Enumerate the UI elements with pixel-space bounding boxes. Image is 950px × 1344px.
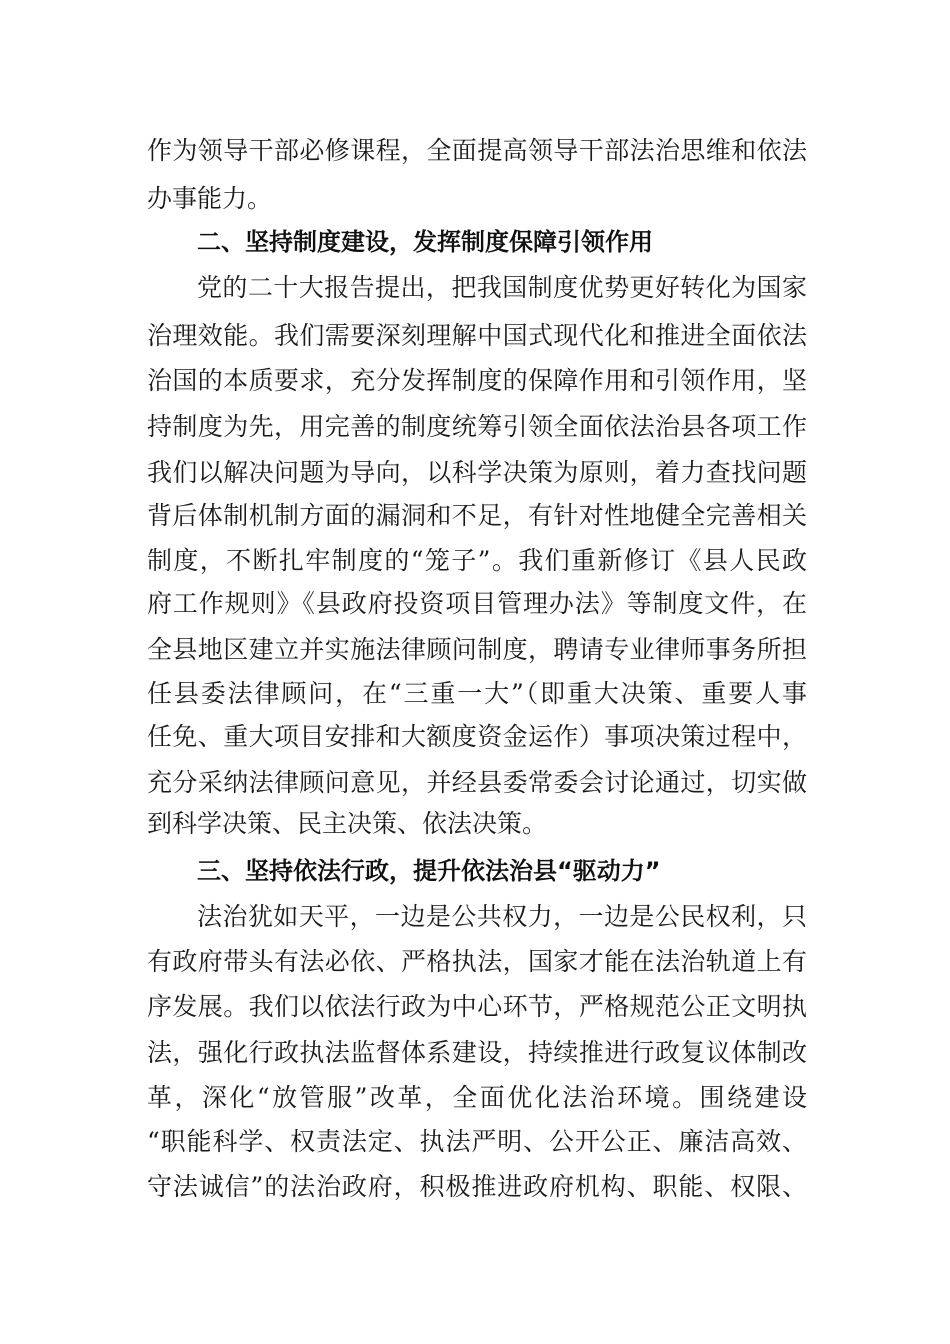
- text-line: 守法诚信”的法治政府，积极推进政府机构、职能、权限、: [147, 1172, 807, 1201]
- text-line: 充分采纳法律顾问意见，并经县委常委会讨论通过，切实做: [147, 768, 807, 797]
- text-line: 办事能力。: [147, 184, 273, 213]
- text-line: 治理效能。我们需要深刻理解中国式现代化和推进全面依法: [147, 321, 807, 350]
- text-line: 党的二十大报告提出，把我国制度优势更好转化为国家: [197, 273, 807, 302]
- section-heading-3: 三、坚持依法行政，提升依法治县“驱动力”: [197, 857, 661, 885]
- text-line: 背后体制机制方面的漏洞和不足，有针对性地健全完善相关: [147, 501, 807, 530]
- text-line: 有政府带头有法必依、严格执法，国家才能在法治轨道上有: [147, 947, 807, 976]
- text-line: 到科学决策、民主决策、依法决策。: [147, 809, 548, 838]
- text-line: 革，深化“放管服”改革，全面优化法治环境。围绕建设: [147, 1083, 807, 1112]
- text-line: 治国的本质要求，充分发挥制度的保障作用和引领作用，坚: [147, 366, 807, 395]
- text-line: 作为领导干部必修课程，全面提高领导干部法治思维和依法: [147, 136, 807, 165]
- section-heading-2: 二、坚持制度建设，发挥制度保障引领作用: [197, 228, 653, 256]
- text-line: 全县地区建立并实施法律顾问制度，聘请专业律师事务所担: [147, 635, 807, 664]
- text-line: 制度，不断扎牢制度的“笼子”。我们重新修订《县人民政: [147, 546, 807, 575]
- text-line: 序发展。我们以依法行政为中心环节，严格规范公正文明执: [147, 992, 807, 1021]
- text-line: 任县委法律顾问，在“三重一大”（即重大决策、重要人事: [147, 679, 807, 708]
- text-line: 法治犹如天平，一边是公共权力，一边是公民权利，只: [197, 902, 807, 931]
- text-line: 持制度为先，用完善的制度统筹引领全面依法治县各项工作: [147, 412, 807, 441]
- text-line: 我们以解决问题为导向，以科学决策为原则，着力查找问题: [147, 458, 807, 487]
- text-line: 任免、重大项目安排和大额度资金运作）事项决策过程中，: [147, 722, 807, 751]
- text-line: “职能科学、权责法定、执法严明、公开公正、廉洁高效、: [147, 1127, 807, 1156]
- text-line: 法，强化行政执法监督体系建设，持续推进行政复议体制改: [147, 1038, 807, 1067]
- text-line: 府工作规则》《县政府投资项目管理办法》等制度文件，在: [147, 589, 807, 618]
